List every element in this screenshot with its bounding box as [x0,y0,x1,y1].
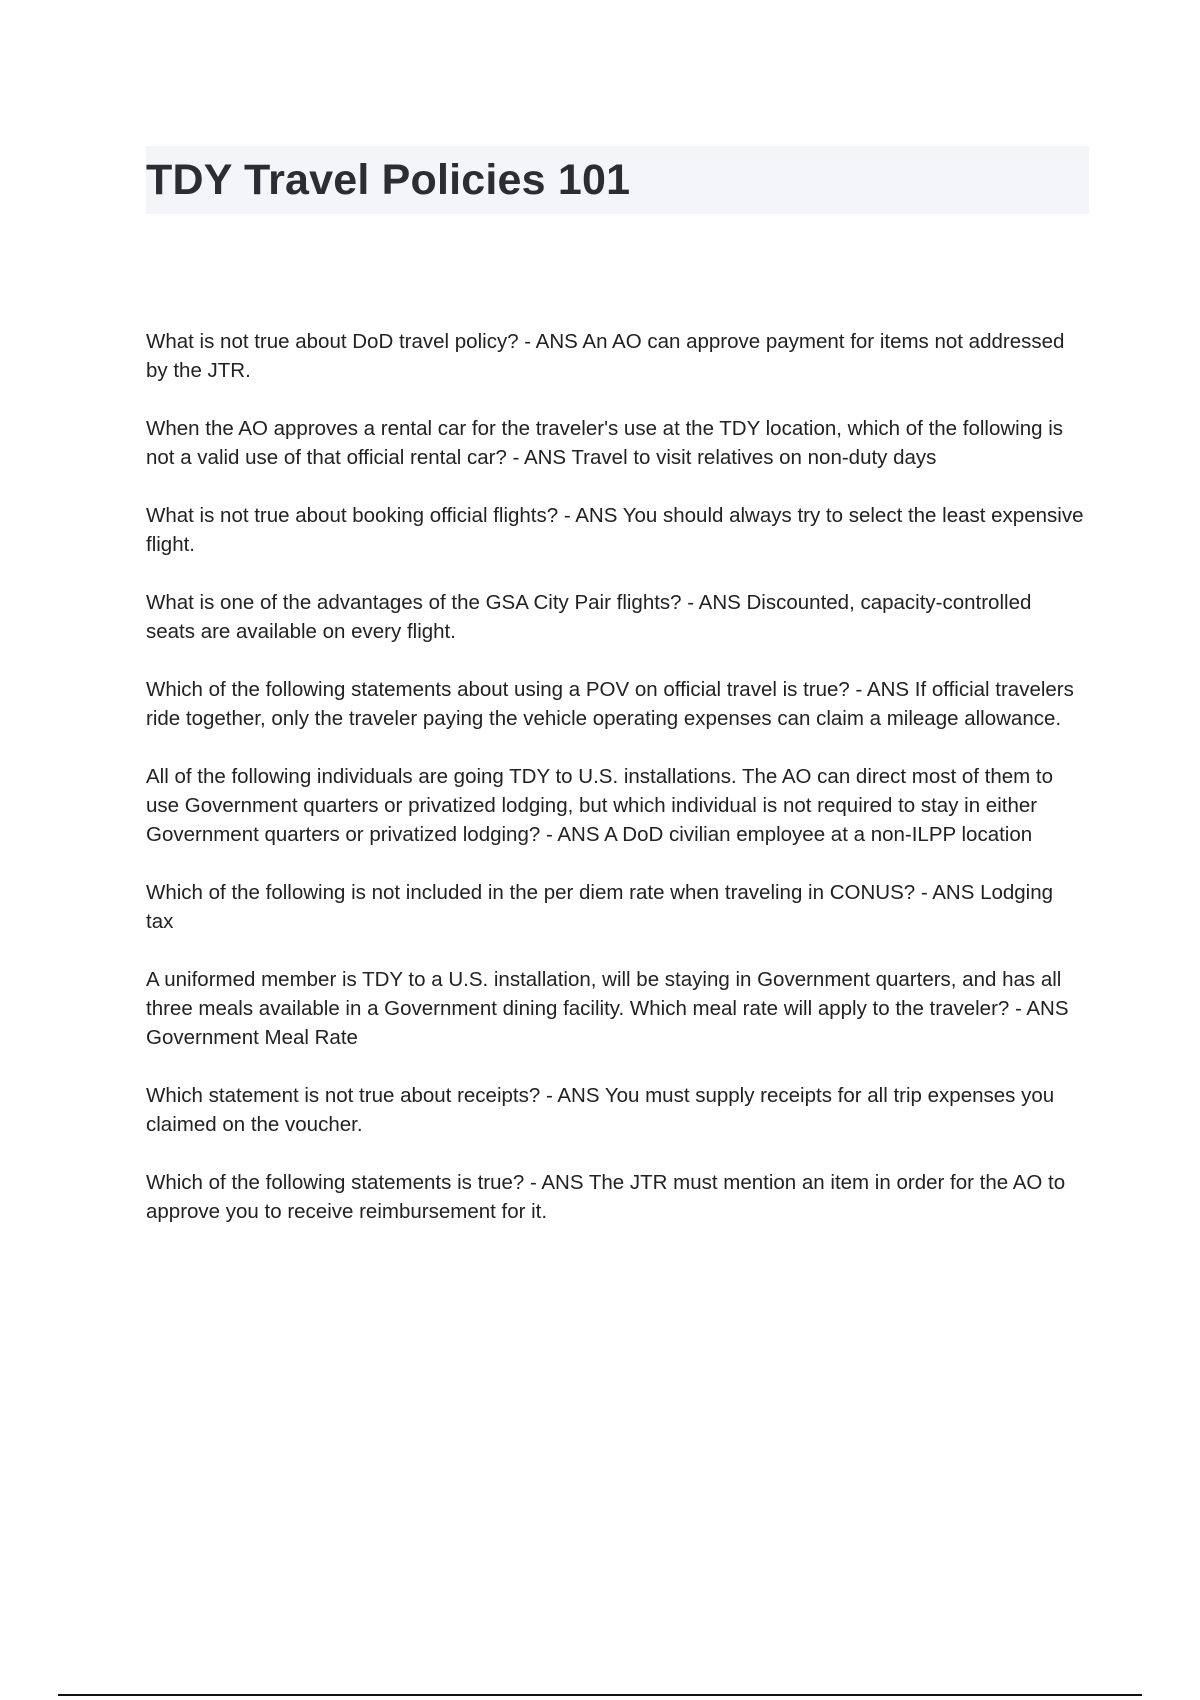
qa-item: What is not true about DoD travel policy? - ANS An AO can approve payment for items not addressed by the JTR. [146,330,1065,382]
qa-item: A uniformed member is TDY to a U.S. installation, will be staying in Government quarters, and has all three meals available in a Government dining facility. Which meal rate will apply to the traveler? - ANS Government Meal Rate [146,968,1069,1049]
footer-divider [58,1694,1142,1696]
qa-item: When the AO approves a rental car for the traveler's use at the TDY location, which of the following is not a valid use of that official rental car? - ANS Travel to visit relatives on non-duty days [146,417,1064,469]
qa-item: What is not true about booking official flights? - ANS You should always try to select the least expensive flight. [146,504,1084,556]
qa-item: Which of the following statements about using a POV on official travel is true? - ANS If official travelers ride together, only the traveler paying the vehicle operating expenses can claim a mileage allowance. [146,678,1074,730]
title-banner [146,146,1089,214]
qa-item: What is one of the advantages of the GSA City Pair flights? - ANS Discounted, capacity-controlled seats are available on every flight. [146,591,1032,643]
qa-item: Which of the following statements is true? - ANS The JTR must mention an item in order for the AO to approve you to receive reimbursement for it. [146,1171,1066,1223]
qa-item: Which statement is not true about receipts? - ANS You must supply receipts for all trip expenses you claimed on the voucher. [146,1084,1055,1136]
qa-item: Which of the following is not included in the per diem rate when traveling in CONUS? - ANS Lodging tax [146,881,1054,933]
qa-item: All of the following individuals are going TDY to U.S. installations. The AO can direct most of them to use Government quarters or privatized lodging, but which individual is not required to stay in either Government quarters or privatized lodging? - ANS A DoD civilian employee at a non-ILPP location [146,765,1054,846]
qa-list [146,327,1086,1255]
page-title: TDY Travel Policies 101 [146,156,631,204]
